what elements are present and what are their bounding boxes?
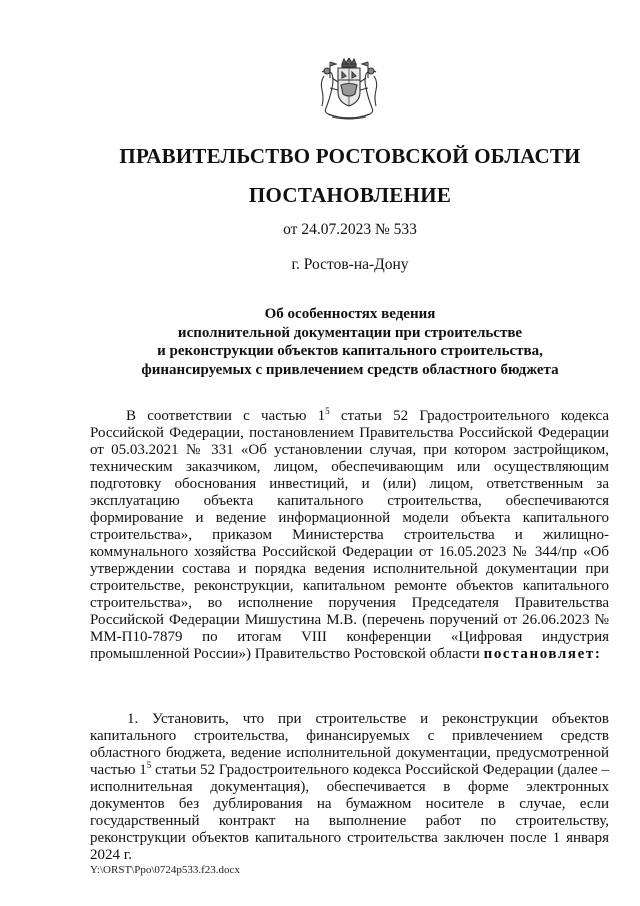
superscript: 5 <box>325 406 330 416</box>
document-type: ПОСТАНОВЛЕНИЕ <box>248 183 452 207</box>
clause-1-text-a: 1. Установить, что при строительстве и реконструкции объектов капитального строительства, финансируемых с привлечением средств областного бюджета, ведение исполнительной документации, предусмотренной частью 1 <box>90 711 609 778</box>
clause-1-paragraph <box>90 711 609 864</box>
title-line: финансируемых с привлечением средств областного бюджета <box>141 361 559 378</box>
document-title <box>0 305 640 379</box>
resolves-keyword: постановляет <box>483 646 595 662</box>
preamble-text-b: статьи 52 Градостроительного кодекса Российской Федерации, постановлением Правительства Российской Федерации от 05.03.2021 № 331 «Об установлении случая, при котором застройщиком, техническим заказчиком, лицом, обеспечивающим или осуществляющим подготовку обоснования инвестиций, и (или) лицом, ответственным за эксплуатацию объекта капитального строительства, обеспечиваются формирование и ведение информационной модели объекта капитального строительства», приказом Министерства строительства и жилищно-коммунального хозяйства Российской Федерации от 16.05.2023 № 344/пр «Об утверждении состава и порядка ведения исполнительной документации при строительстве, реконструкции, капитальном ремонте объектов капитального строительства», во исполнение поручения Председателя Правительства Российской Федерации Мишустина М.В. (перечень поручений от 26.06.2023 № ММ-П10-7879 по итогам VIII конференции «Цифровая индустрия промышленной России») Правительство Ростовской области <box>90 408 609 662</box>
file-path-footer: Y:\ORST\Ppo\0724p533.f23.docx <box>90 864 240 876</box>
document-city: г. Ростов-на-Дону <box>291 256 409 273</box>
title-line: Об особенностях ведения <box>264 306 436 322</box>
title-line: и реконструкции объектов капитального строительства, <box>157 343 543 359</box>
document-date-number: от 24.07.2023 № 533 <box>283 221 417 238</box>
government-name: ПРАВИТЕЛЬСТВО РОСТОВСКОЙ ОБЛАСТИ <box>119 144 581 168</box>
preamble-paragraph <box>90 408 609 663</box>
colon: : <box>594 646 602 662</box>
preamble-text-a: В соответствии с частью 1 <box>126 408 326 424</box>
coat-of-arms-icon <box>316 58 382 122</box>
superscript: 5 <box>146 760 152 770</box>
title-line: исполнительной документации при строительстве <box>177 324 523 341</box>
clause-1-text-b: статьи 52 Градостроительного кодекса Российской Федерации (далее – исполнительная документация), обеспечивается в форме электронных документов без дублирования на бумажном носителе в случае, если государственный контракт на выполнение работ по строительству, реконструкции объектов капитального строительства заключен после 1 января 2024 г. <box>90 762 609 863</box>
